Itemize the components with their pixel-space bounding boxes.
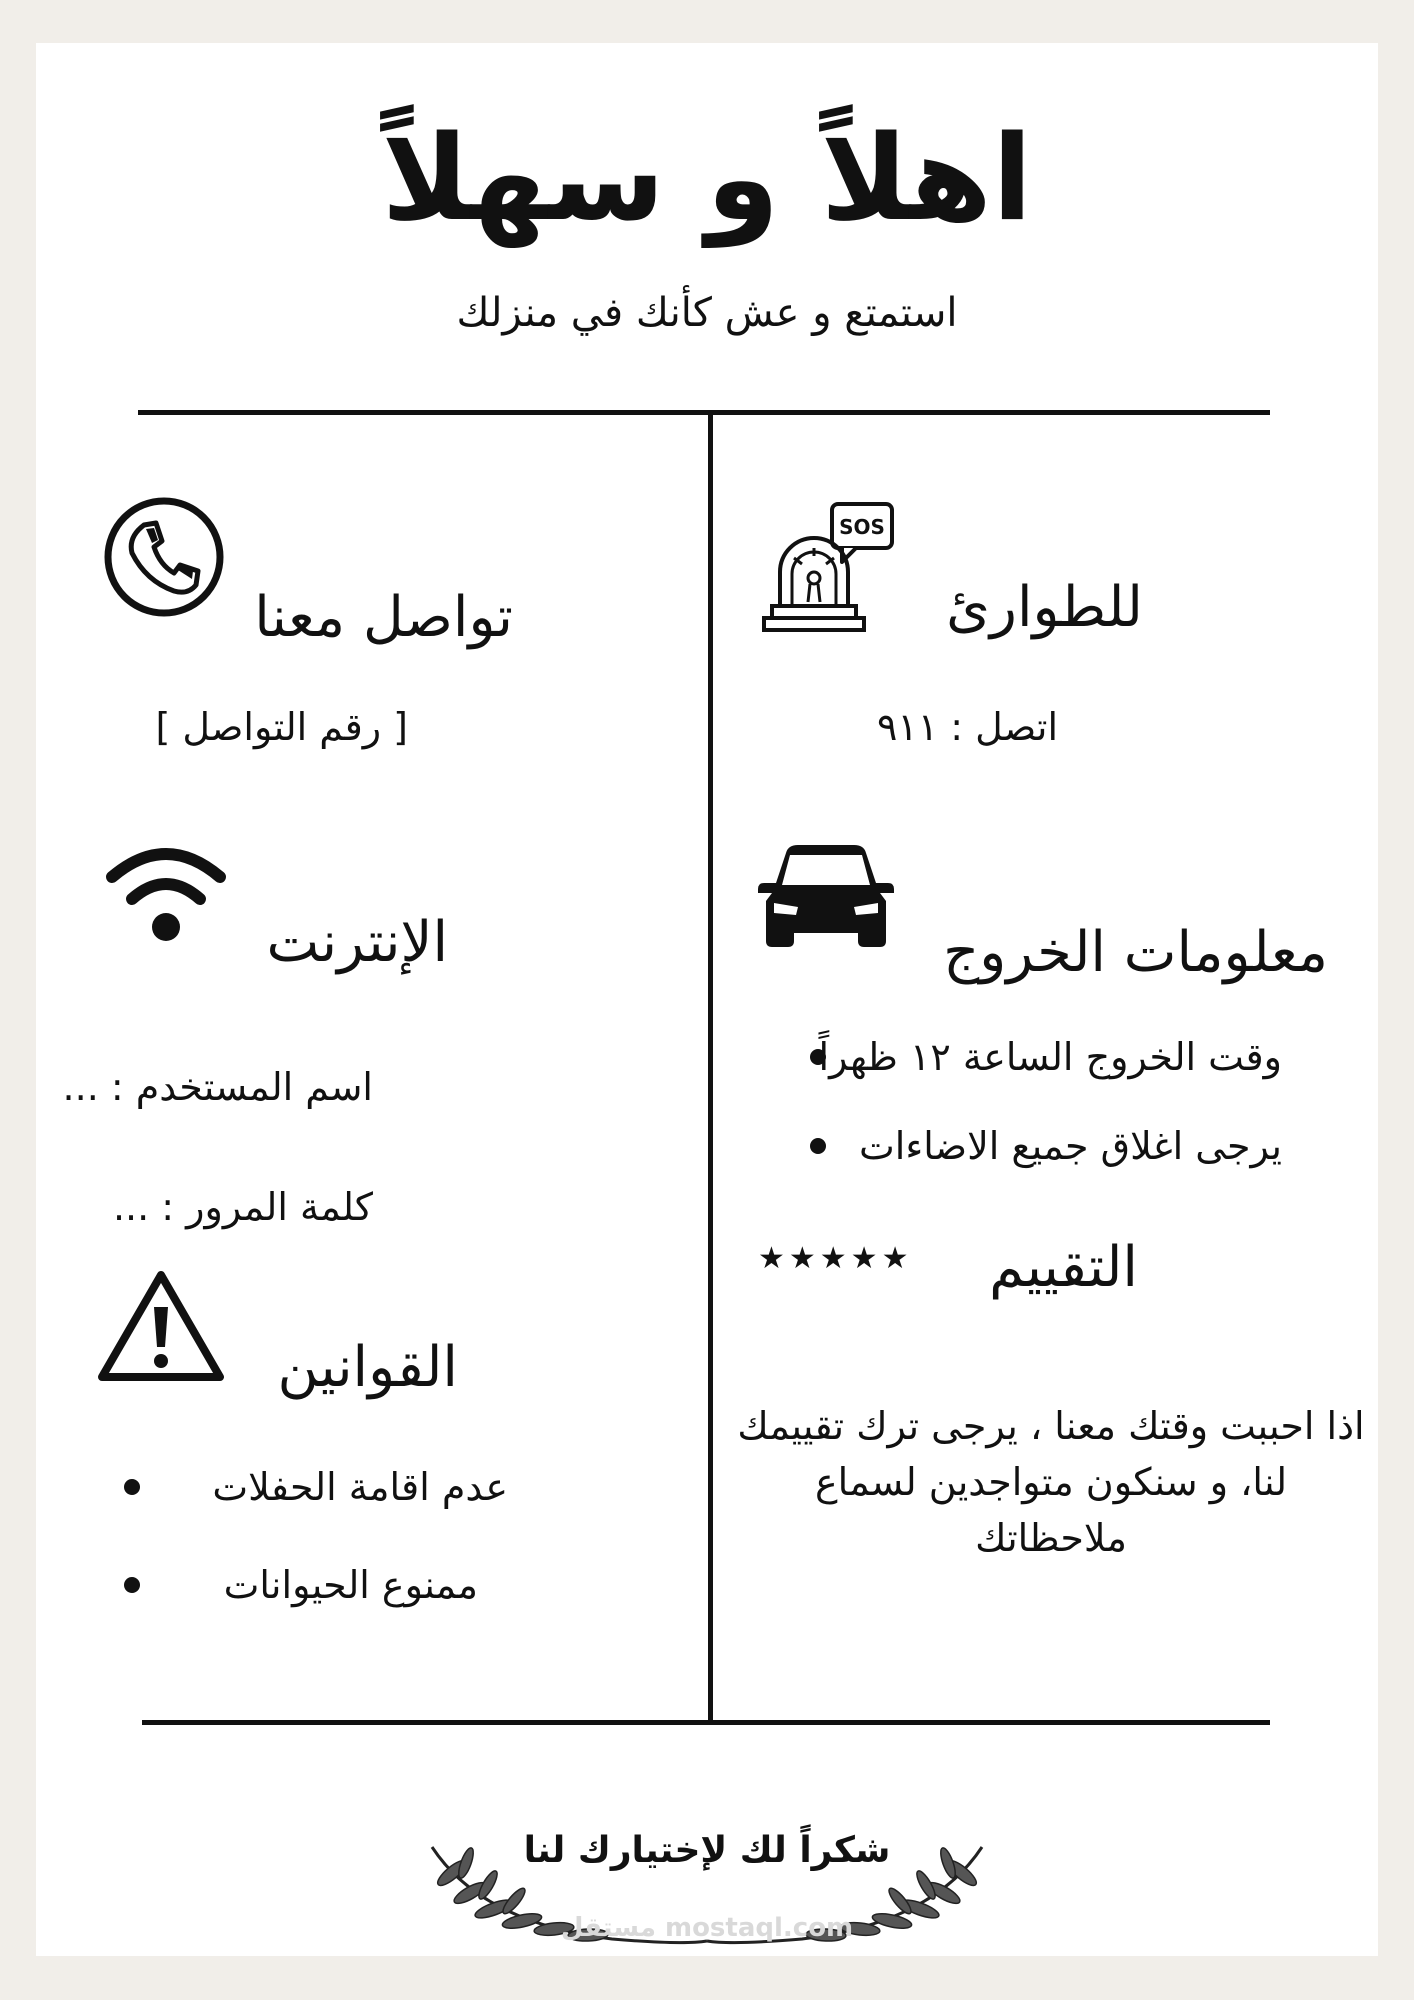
internet-password: كلمة المرور : ... — [112, 1185, 373, 1229]
internet-heading: الإنترنت — [266, 910, 448, 975]
thank-you-text: شكراً لك لإختيارك لنا — [523, 1830, 891, 1871]
sos-label: SOS — [839, 515, 885, 539]
internet-username: اسم المستخدم : ... — [62, 1065, 373, 1109]
rating-stars: ★★★★★ — [758, 1241, 913, 1276]
bottom-divider — [142, 1720, 1270, 1725]
wifi-icon — [104, 843, 228, 943]
watermark: مستقل mostaql.com — [560, 1913, 854, 1943]
contact-heading: تواصل معنا — [254, 585, 513, 650]
rules-bullet-2 — [124, 1577, 140, 1593]
rules-bullet-1 — [124, 1479, 140, 1495]
emergency-phone: اتصل : ٩١١ — [876, 705, 1058, 749]
top-divider — [138, 410, 1270, 415]
rating-heading: التقييم — [989, 1235, 1138, 1300]
rating-paragraph: اذا احببت وقتك معنا ، يرجى ترك تقييمك لنا، و سنكون متواجدين لسماع ملاحظاتك — [737, 1404, 1365, 1560]
page-subtitle: استمتع و عش كأنك في منزلك — [456, 290, 958, 336]
emergency-heading: للطوارئ — [946, 575, 1143, 640]
rules-item-2: ممنوع الحيوانات — [223, 1563, 478, 1607]
sos-siren-icon — [758, 498, 898, 638]
car-icon — [756, 841, 896, 951]
rules-item-1: عدم اقامة الحفلات — [212, 1465, 508, 1509]
checkout-item-2: يرجى اغلاق جميع الاضاءات — [859, 1124, 1282, 1168]
warning-icon — [96, 1269, 226, 1385]
rules-heading: القوانين — [277, 1335, 458, 1400]
center-divider — [708, 415, 713, 1725]
page-title: اهلاً و سهلاً — [381, 109, 1033, 247]
checkout-bullet-2 — [810, 1138, 826, 1154]
contact-number: [ رقم التواصل ] — [155, 705, 408, 749]
phone-icon — [102, 495, 226, 619]
welcome-card — [36, 43, 1378, 1956]
checkout-heading: معلومات الخروج — [943, 920, 1328, 985]
checkout-item-1: وقت الخروج الساعة ١٢ ظهراً — [818, 1035, 1282, 1079]
